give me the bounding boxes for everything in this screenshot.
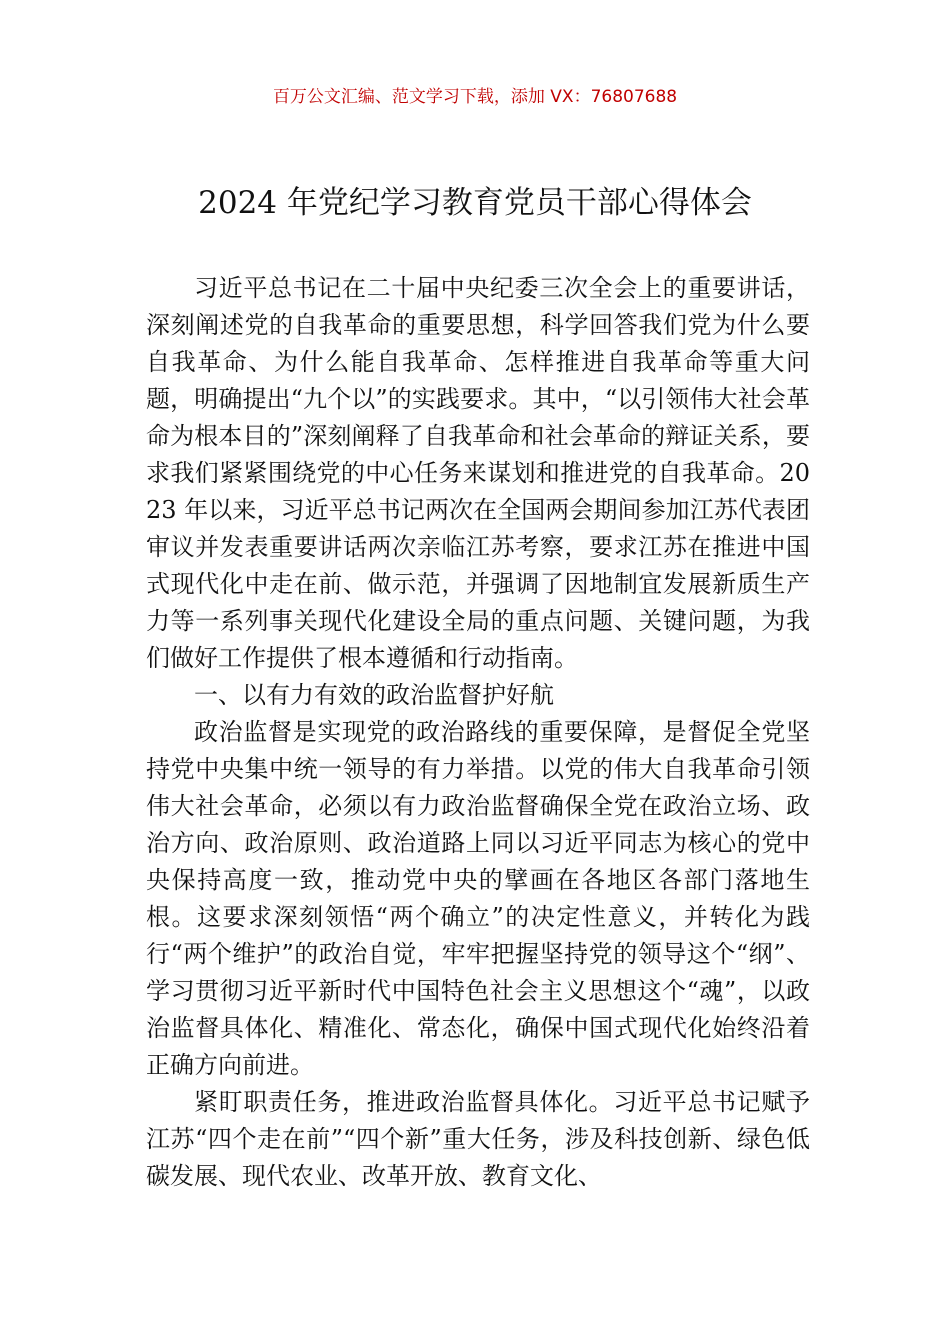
header-watermark: 百万公文汇编、范文学习下载，添加 VX：76807688 [272, 87, 678, 107]
body-paragraph-political-supervision: 政治监督是实现党的政治路线的重要保障，是督促全党坚持党中央集中统一领导的有力举措。以党的伟大自我革命引领伟大社会革命，必须以有力政治监督确保全党在政治立场、政治方向、政治原则、政治道路上同以习近平同志为核心的党中央保持高度一致，推动党中央的擘画在各地区各部门落地生根。这要求深刻领悟“两个确立”的决定性意义，并转化为践行“两个维护”的政治自觉，牢牢把握坚持党的领导这个“纲”、学习贯彻习近平新时代中国特色社会主义思想这个“魂”，以政治监督具体化、精准化、常态化，确保中国式现代化始终沿着正确方向前进。 [146, 718, 810, 1079]
document-title: 2024 年党纪学习教育党员干部心得体会 [198, 185, 752, 221]
section-heading-1: 一、以有力有效的政治监督护好航 [194, 681, 554, 709]
body-paragraph-intro: 习近平总书记在二十届中央纪委三次全会上的重要讲话，深刻阐述党的自我革命的重要思想，科学回答我们党为什么要自我革命、为什么能自我革命、怎样推进自我革命等重大问题，明确提出“九个以”的实践要求。其中，“以引领伟大社会革命为根本目的”深刻阐释了自我革命和社会革命的辩证关系，要求我们紧紧围绕党的中心任务来谋划和推进党的自我革命。2023 年以来，习近平总书记两次在全国两会期间参加江苏代表团审议并发表重要讲话两次亲临江苏考察，要求江苏在推进中国式现代化中走在前、做示范，并强调了因地制宜发展新质生产力等一系列事关现代化建设全局的重点问题、关键问题，为我们做好工作提供了根本遵循和行动指南。 [146, 274, 810, 672]
body-paragraph-duties: 紧盯职责任务，推进政治监督具体化。习近平总书记赋予江苏“四个走在前”“四个新”重大任务，涉及科技创新、绿色低碳发展、现代农业、改革开放、教育文化、 [146, 1088, 810, 1190]
document-body [146, 270, 810, 1195]
